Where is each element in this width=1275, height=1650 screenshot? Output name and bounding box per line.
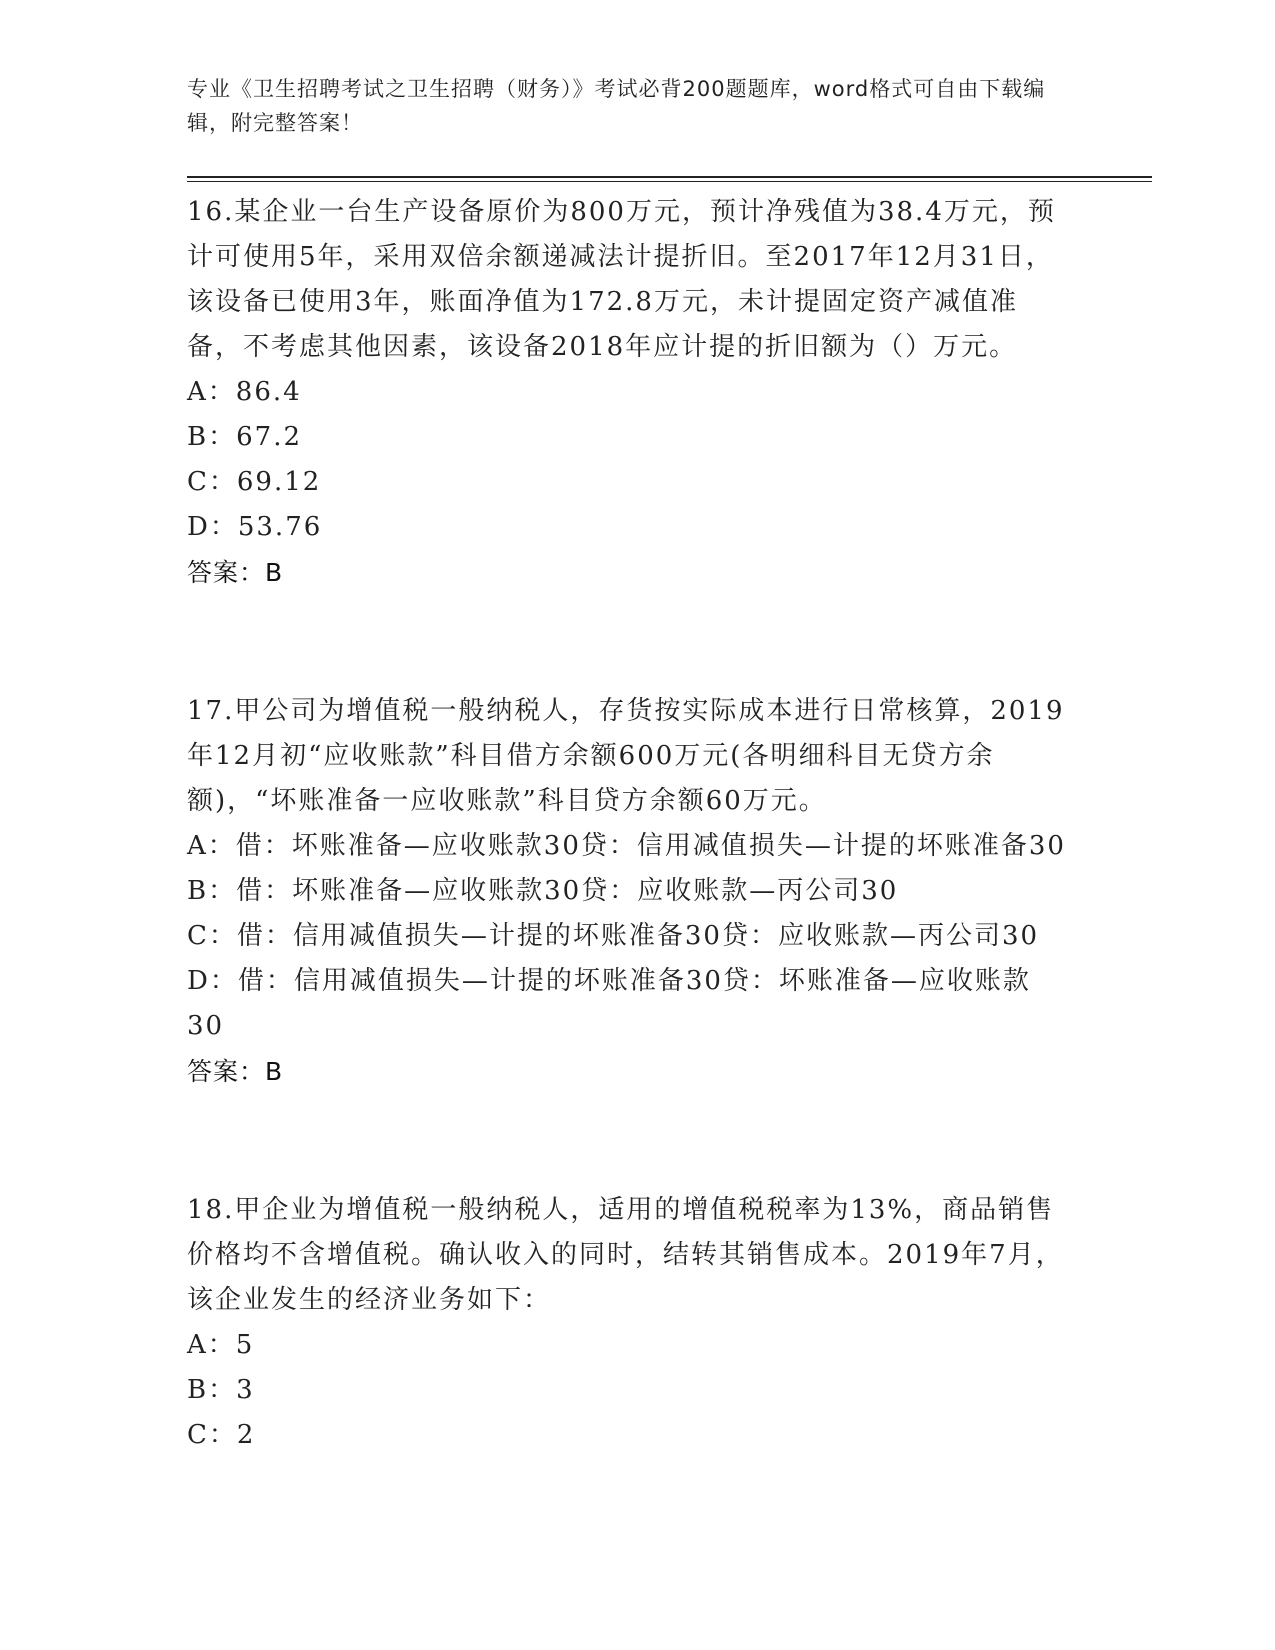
option-a: A：5	[187, 1330, 255, 1360]
question-16	[187, 190, 1067, 595]
option-c: C：借：信用减值损失—计提的坏账准备30贷：应收账款—丙公司30	[187, 921, 1040, 951]
option-d: D：53.76	[187, 512, 323, 542]
option-a: A：86.4	[187, 377, 302, 407]
answer: 答案：B	[187, 1057, 284, 1086]
question-stem: 17.甲公司为增值税一般纳税人，存货按实际成本进行日常核算，2019年12月初“应收账款”科目借方余额600万元(各明细科目无贷方余额)，“坏账准备一应收账款”科目贷方余额60万元。	[187, 696, 1065, 816]
question-18	[187, 1188, 1067, 1458]
header-rule-thin	[187, 181, 1152, 182]
question-stem: 16.某企业一台生产设备原价为800万元，预计净残值为38.4万元，预计可使用5年，采用双倍余额递减法计提折旧。至2017年12月31日，该设备已使用3年，账面净值为172.8万元，未计提固定资产减值准备，不考虑其他因素，该设备2018年应计提的折旧额为（）万元。	[187, 197, 1056, 362]
header-rule-thick	[187, 176, 1152, 178]
option-c: C：69.12	[187, 467, 322, 497]
page-header: 专业《卫生招聘考试之卫生招聘（财务）》考试必背200题题库，word格式可自由下载编辑，附完整答案！	[187, 77, 1046, 135]
option-d: D：借：信用减值损失—计提的坏账准备30贷：坏账准备—应收账款30	[187, 966, 1031, 1041]
option-b: B：67.2	[187, 422, 302, 452]
option-a: A：借：坏账准备—应收账款30贷：信用减值损失—计提的坏账准备30	[187, 831, 1066, 861]
option-c: C：2	[187, 1420, 256, 1450]
option-b: B：借：坏账准备—应收账款30贷：应收账款—丙公司30	[187, 876, 899, 906]
question-17	[187, 689, 1067, 1094]
question-stem: 18.甲企业为增值税一般纳税人，适用的增值税税率为13%，商品销售价格均不含增值税。确认收入的同时，结转其销售成本。2019年7月，该企业发生的经济业务如下：	[187, 1195, 1064, 1315]
option-b: B：3	[187, 1375, 255, 1405]
answer: 答案：B	[187, 558, 284, 587]
